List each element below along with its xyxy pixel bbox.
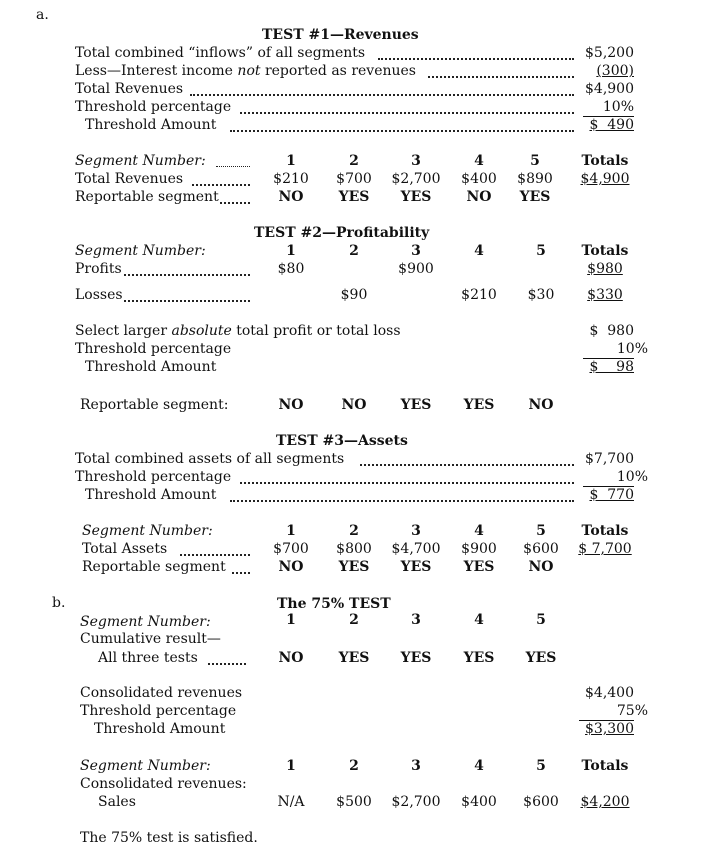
test75-cons-label: Consolidated revenues <box>80 685 243 701</box>
test3-asset-3: $4,700 <box>391 541 441 557</box>
test75-pct-label: Threshold percentage <box>80 703 237 719</box>
test1-reportable-2: YES <box>338 189 370 205</box>
test75-sales-1: N/A <box>277 794 305 810</box>
test1-segment-3: 3 <box>411 153 421 169</box>
test3-row-amount-value: $ 770 <box>589 487 634 503</box>
test2-select-value: $ 980 <box>589 323 634 339</box>
test2-reportable-4: YES <box>463 397 495 413</box>
test3-reportable-1: NO <box>278 559 304 575</box>
test3-reportable-5: NO <box>528 559 554 575</box>
test75-conclusion: The 75% test is satisfied. <box>80 830 258 846</box>
test75-cumulative-label: Cumulative result— <box>80 631 221 647</box>
test2-select-label: Select larger absolute total profit or total loss <box>75 323 401 339</box>
test3-reportable-2: YES <box>338 559 370 575</box>
test2-pct-value: 10% <box>616 341 648 357</box>
leader-dots <box>180 536 250 556</box>
test1-reportable-4: NO <box>466 189 492 205</box>
test3-asset-2: $800 <box>336 541 372 557</box>
test3-segment-5: 5 <box>536 523 546 539</box>
test1-row-interest-value: (300) <box>596 63 634 79</box>
test1-segment-header-label: Segment Number: <box>75 153 206 169</box>
leader-dots <box>208 645 246 665</box>
test75-all-tests-label: All three tests <box>98 650 198 666</box>
test75-cumulative-5: YES <box>525 650 557 666</box>
test2-title: TEST #2—Profitability <box>254 225 430 241</box>
test1-revenue-2: $700 <box>336 171 372 187</box>
test2-loss-5: $30 <box>527 287 555 303</box>
test75-cumulative-1: NO <box>278 650 304 666</box>
test1-row-total-value: $4,900 <box>585 81 634 97</box>
test75-cons-value: $4,400 <box>585 685 634 701</box>
test2-totals-header: Totals <box>581 243 629 259</box>
test1-row-interest-label: Less—Interest income not reported as revenues <box>75 63 416 79</box>
test1-segment-1: 1 <box>286 153 296 169</box>
test1-row-pct-label: Threshold percentage <box>75 99 232 115</box>
test3-totals-header: Totals <box>581 523 629 539</box>
test1-row-amount-label: Threshold Amount <box>85 117 217 133</box>
test3-row-amount-label: Threshold Amount <box>85 487 217 503</box>
leader-dots <box>220 184 250 204</box>
test2-profits-label: Profits <box>75 261 122 277</box>
test75-amount-value: $3,300 <box>585 721 634 737</box>
leader-dots <box>216 148 250 167</box>
test3-reportable-3: YES <box>400 559 432 575</box>
test75-cumulative-4: YES <box>463 650 495 666</box>
test75-seg2-5: 5 <box>536 758 546 774</box>
leader-dots <box>124 256 250 276</box>
test75-sales-5: $600 <box>523 794 559 810</box>
test2-reportable-3: YES <box>400 397 432 413</box>
test3-title: TEST #3—Assets <box>276 433 408 449</box>
test75-segment-1: 1 <box>286 612 296 628</box>
test75-segment-3: 3 <box>411 612 421 628</box>
test2-reportable-1: NO <box>278 397 304 413</box>
leader-dots <box>240 464 574 484</box>
leader-dots <box>360 446 574 466</box>
test2-amount-value: $ 98 <box>589 359 634 375</box>
test1-revenue-1: $210 <box>273 171 309 187</box>
test75-pct-value: 75% <box>616 703 648 719</box>
test3-asset-5: $600 <box>523 541 559 557</box>
leader-dots <box>232 554 250 574</box>
test75-seg2-3: 3 <box>411 758 421 774</box>
test1-revenue-5: $890 <box>517 171 553 187</box>
leader-dots <box>240 94 574 114</box>
leader-dots <box>124 282 250 302</box>
test3-segment-2: 2 <box>349 523 359 539</box>
test75-seg2-4: 4 <box>474 758 484 774</box>
test2-profit-total: $980 <box>587 261 623 277</box>
test3-asset-total: $ 7,700 <box>578 541 632 557</box>
test1-reportable-3: YES <box>400 189 432 205</box>
test2-profit-3: $900 <box>398 261 434 277</box>
leader-dots <box>428 58 574 78</box>
test2-loss-total: $330 <box>587 287 623 303</box>
test75-seg-header-label: Segment Number: <box>80 758 211 774</box>
test1-segment-2: 2 <box>349 153 359 169</box>
test1-title: TEST #1—Revenues <box>262 27 419 43</box>
test2-loss-2: $90 <box>340 287 368 303</box>
leader-dots <box>230 112 574 132</box>
test75-totals-header: Totals <box>581 758 629 774</box>
test2-reportable-5: NO <box>528 397 554 413</box>
test1-row-inflows-label: Total combined “inflows” of all segments <box>75 45 366 61</box>
test2-pct-label: Threshold percentage <box>75 341 232 357</box>
test75-cons-rev-label: Consolidated revenues: <box>80 776 247 792</box>
leader-dots <box>230 482 574 502</box>
test1-revenue-total: $4,900 <box>580 171 630 187</box>
test75-sales-2: $500 <box>336 794 372 810</box>
test75-segment-header-label: Segment Number: <box>80 614 211 630</box>
part-b-label: b. <box>52 595 66 611</box>
test3-asset-1: $700 <box>273 541 309 557</box>
test2-segment-5: 5 <box>536 243 546 259</box>
test1-segment-5: 5 <box>530 153 540 169</box>
test2-segment-3: 3 <box>411 243 421 259</box>
test2-reportable-label: Reportable segment: <box>80 397 229 413</box>
test75-cumulative-2: YES <box>338 650 370 666</box>
test2-segment-4: 4 <box>474 243 484 259</box>
test2-segment-2: 2 <box>349 243 359 259</box>
test3-segment-3: 3 <box>411 523 421 539</box>
test1-revenues-label: Total Revenues <box>75 171 184 187</box>
test75-sales-total: $4,200 <box>580 794 630 810</box>
test3-segment-4: 4 <box>474 523 484 539</box>
test2-segment-1: 1 <box>286 243 296 259</box>
test3-row-assets-value: $7,700 <box>585 451 634 467</box>
test75-segment-4: 4 <box>474 612 484 628</box>
test75-sales-4: $400 <box>461 794 497 810</box>
test1-segment-4: 4 <box>474 153 484 169</box>
test2-reportable-2: NO <box>341 397 367 413</box>
test75-sales-label: Sales <box>98 794 136 810</box>
test3-segment-1: 1 <box>286 523 296 539</box>
test2-amount-label: Threshold Amount <box>85 359 217 375</box>
test3-segment-header-label: Segment Number: <box>82 523 213 539</box>
test75-seg2-2: 2 <box>349 758 359 774</box>
test1-reportable-1: NO <box>278 189 304 205</box>
test1-row-total-label: Total Revenues <box>75 81 184 97</box>
test1-row-pct-value: 10% <box>602 99 634 115</box>
test3-reportable-label: Reportable segment <box>82 559 226 575</box>
test3-row-pct-value: 10% <box>616 469 648 485</box>
test3-asset-4: $900 <box>461 541 497 557</box>
test75-seg2-1: 1 <box>286 758 296 774</box>
test75-cumulative-3: YES <box>400 650 432 666</box>
test75-segment-5: 5 <box>536 612 546 628</box>
test3-row-assets-label: Total combined assets of all segments <box>75 451 345 467</box>
test2-profit-1: $80 <box>277 261 305 277</box>
leader-dots <box>192 166 250 186</box>
test75-segment-2: 2 <box>349 612 359 628</box>
test3-assets-label: Total Assets <box>82 541 168 557</box>
test1-row-inflows-value: $5,200 <box>585 45 634 61</box>
test3-reportable-4: YES <box>463 559 495 575</box>
leader-dots <box>378 40 574 60</box>
test75-sales-3: $2,700 <box>391 794 441 810</box>
test1-revenue-4: $400 <box>461 171 497 187</box>
test1-reportable-label: Reportable segment <box>75 189 219 205</box>
test1-row-amount-value: $ 490 <box>589 117 634 133</box>
test1-reportable-5: YES <box>519 189 551 205</box>
test1-totals-header: Totals <box>581 153 629 169</box>
part-a-label: a. <box>36 7 49 23</box>
test2-segment-header-label: Segment Number: <box>75 243 206 259</box>
leader-dots <box>190 76 574 96</box>
test2-losses-label: Losses <box>75 287 123 303</box>
test75-amount-label: Threshold Amount <box>94 721 226 737</box>
test1-revenue-3: $2,700 <box>391 171 441 187</box>
test2-loss-4: $210 <box>461 287 497 303</box>
test3-row-pct-label: Threshold percentage <box>75 469 232 485</box>
test75-title: The 75% TEST <box>277 596 391 612</box>
